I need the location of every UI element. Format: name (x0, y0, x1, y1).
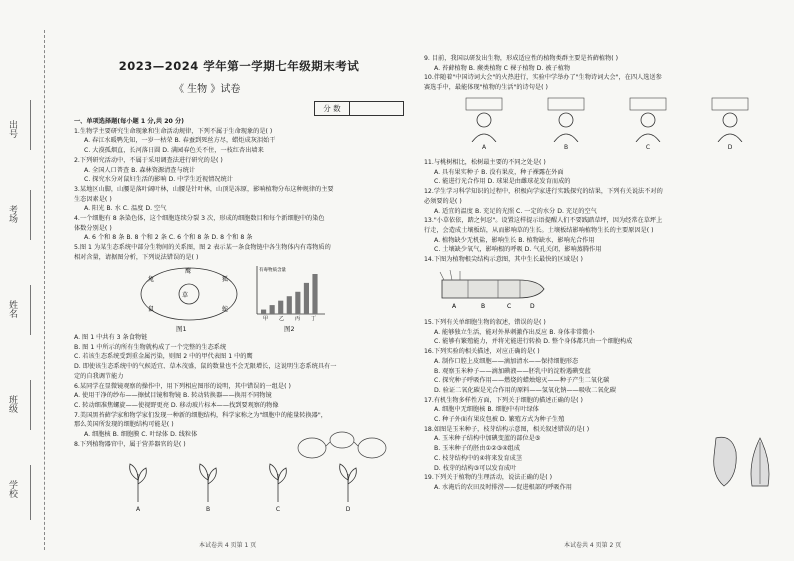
question-line: 15.下列有关单细胞生物的叙述，错误的是( ) (424, 319, 546, 326)
exam-title: 2023—2024 学年第一学期七年级期末考试 (118, 59, 360, 73)
question-line: A. 适宜的温度 B. 充足的光照 C. 一定的水分 D. 充足的空气 (434, 207, 597, 215)
fig2-caption: 图2 (284, 325, 295, 333)
question-line: 生态因素是( ) (74, 195, 112, 203)
question-line: 一、单项选择题(每小题 1 分,共 20 分) (74, 118, 184, 125)
question-line: C. 能进行光合作用 D. 球果是由雌球花发育而成的 (434, 178, 571, 186)
school-blank (30, 465, 31, 520)
question-line: C. 大漠孤烟直，长河落日圆 D. 满园春色关不住，一枝红杏出墙来 (84, 147, 264, 155)
fw-node-mouse: 鼠 (148, 306, 155, 313)
question-line: A. 细胞中无细胞核 B. 细胞中有叶绿体 (434, 406, 539, 414)
score-label: 分 数 (315, 102, 350, 115)
q10-contestant (464, 96, 504, 151)
question-line: 18.如图是玉米种子，枝芽结构示意图，相关叙述错误的是( ) (424, 425, 590, 433)
q7-cell-3 (358, 438, 386, 458)
q10-option-label: D (727, 144, 733, 151)
score-box (314, 101, 404, 116)
root-tip-figure (438, 266, 548, 312)
question-line: B. 观察玉米种子——滴加碘液——胚乳中的淀粉遇碘变蓝 (434, 367, 591, 375)
fw-node-fox: 狐 (222, 276, 229, 283)
question-line: B. 图 1 中所示的所有生物就构成了一个完整的生态系统 (74, 343, 227, 351)
seat-blank (30, 100, 31, 150)
question-line: A. 春江水暖鸭先知，一岁一枯荣 B. 春蚕到死丝方尽，蜡炬成灰泪始干 (84, 137, 276, 145)
root-label-a: A (452, 303, 457, 310)
question-line: D. 验证二氧化碳是光合作用的原料——氢氧化钠——吸收二氧化碳 (434, 386, 616, 394)
question-line: C. 转动细准焦螺旋——使视野更亮 D. 移动玻片标本——找到要观察的物像 (74, 401, 279, 409)
question-line: 17.有机生物多样性方面，下列关于细胞的描述正确的是( ) (424, 396, 583, 404)
question-line: C. 枝芽结构中的④将来发育成茎 (434, 454, 523, 462)
question-line: 那么美国所发现的细胞结构可能是( ) (74, 421, 174, 429)
q8-option-label: C (275, 506, 281, 513)
fig2-bar-label-4: 丁 (311, 316, 317, 322)
plant-organ-icon (264, 460, 292, 504)
question-line: 5.图 1 为某生态系统中部分生物间的关系图，图 2 表示某一条食物链中各生物体内有毒物质的 (74, 244, 331, 252)
question-line: 9. 目前，我国以研发出生物，形成适应性的植物类群主要是苔藓植物( ) (424, 55, 619, 62)
question-line: A. 具有果实种子 B. 没有果皮，种子裸露在外面 (434, 168, 564, 176)
root-label-c: C (507, 303, 512, 310)
question-line: 14.下图为植物根尖结构示意图，其中生长最快的区域是( ) (424, 256, 583, 264)
q8-option-label: A (135, 506, 141, 513)
questions-9-10 (424, 54, 786, 93)
question-line: A. 能够独立生活，能对外界刺激作出反应 B. 身体非常微小 (434, 328, 595, 336)
question-line: 3.某地区山脚，山腰是落叶阔叶林，山腰是针叶林，山顶是冻原，影响植物分布这种规律的主要 (74, 185, 334, 193)
question-line: A. 苔藓植物 B. 蕨类植物 C 裸子植物 D. 被子植物 (434, 64, 571, 72)
q10-option-label: A (481, 144, 487, 151)
q10-contestant (546, 96, 586, 151)
question-line: 16.下列实验的相关描述，对应正确的是( ) (424, 348, 540, 356)
fw-node-snake: 蛇 (222, 306, 229, 313)
question-line: A. 植物缺少无机盐，影响生长 B. 植物缺水，影响光合作用 (434, 236, 595, 244)
fold-line (44, 30, 45, 550)
question-line: A. 全国人口普查 B. 森林资源清查与统计 (84, 166, 196, 174)
q8-option-figure (124, 460, 152, 513)
fig2-bar-label-2: 乙 (279, 316, 285, 322)
fw-node-eagle: 鹰 (185, 268, 192, 275)
plant-organ-icon (194, 460, 222, 504)
question-line: 12.学生学习科学知识的过程中，积极向学家进行实践探究的结果，下列有关说法不对的 (424, 188, 663, 196)
question-line: 1.生物学主要研究生命现象和生命活动规律，下列不属于生命现象的是( ) (74, 127, 273, 135)
questions-1-5 (74, 117, 404, 263)
class-blank (30, 380, 31, 430)
fig2-bar (278, 301, 283, 314)
fig2-bar-label-1: 甲 (263, 316, 269, 322)
fig2-bar (261, 310, 266, 314)
q7-cell-1 (298, 438, 326, 458)
fig2-bar (270, 305, 275, 314)
q8-option-figure (194, 460, 222, 513)
question-line: C. 若该生态系统受到重金属污染，则图 2 中的甲代表图 1 中的鹰 (74, 353, 253, 361)
question-line: B. 玉米种子的胚由①②③④组成 (434, 445, 521, 453)
plant-organ-icon (124, 460, 152, 504)
q10-contestant (628, 96, 668, 151)
question-line: 必须要的是( ) (424, 197, 462, 205)
questions-11-14 (424, 158, 786, 265)
question-line: C. 土壤缺少氧气，影响根的呼吸 D. 气孔关闭，影响蒸腾作用 (434, 246, 602, 254)
room-blank (30, 190, 31, 240)
question-line: C. 能够有繁殖能力，并将光能进行转换 D. 整个身体都只由一个细胞构成 (434, 338, 633, 346)
fig1-caption: 图1 (176, 325, 187, 333)
question-line: 行走，会造成土壤板结，从而影响草的生长。土壤板结影响植物生长的主要原因是( ) (424, 226, 654, 234)
question-line: A. 细胞核 B. 细胞膜 C. 叶绿体 D. 线粒体 (84, 431, 198, 439)
question-line: A. 使用干净的纱布——擦拭目镜和物镜 B. 转动转换器——换用不同物镜 (74, 392, 272, 400)
contestant-icon (628, 96, 668, 142)
question-line: C. 种子外面有果皮包被 D. 繁殖方式为种子生殖 (434, 416, 565, 424)
exam-subject: 《 生物 》试卷 (174, 84, 241, 95)
fig2-bar-label-3: 丙 (295, 316, 301, 322)
question-line: C. 探究水分对鼠妇生活的影响 D. 中学生近视情况统计 (84, 176, 233, 184)
fw-node-rabbit: 兔 (148, 276, 155, 283)
q10-contestant (710, 96, 750, 151)
question-line: A. 水淹后的农田及时排涝——促进根部的呼吸作用 (434, 483, 572, 491)
q8-option-label: B (205, 506, 211, 513)
question-line: 定的自我调节能力 (74, 372, 124, 380)
seat-label: 出号 (7, 120, 17, 138)
q10-option-label: B (563, 144, 569, 151)
corn-seed (714, 437, 737, 486)
root-label-d: D (530, 303, 535, 310)
question-line: D. 即使该生态系统中的气候适宜、草木茂盛，鼠的数量也不会无限增长，这说明生态系统具有一 (74, 363, 337, 371)
question-line: A. 玉米种子结构中加碘变蓝的部位是⑤ (434, 435, 541, 443)
name-label: 姓名 (7, 300, 17, 318)
footer-left: 本试卷共 4 页第 1 页 (199, 542, 257, 549)
question-line: 7.美国黑苔藓学家和物学家们发现一种新的细胞结构，科学家称之为"细胞中的能量转换器"， (74, 411, 327, 419)
right-page (424, 0, 786, 561)
footer-right: 本试卷共 4 页第 2 页 (564, 542, 622, 549)
name-blank (30, 285, 31, 335)
fig2-axis-label: 有毒物质含量 (259, 268, 286, 273)
question-line: 11.与桃树相比，松树最主要的不同之处是( ) (424, 159, 546, 166)
question-line: 10.伴随着"中国诗词大会"的火热进行，实验中学举办了"生物诗词大会"，在四人选送参 (424, 74, 662, 82)
root-outline (442, 280, 544, 298)
contestant-icon (710, 96, 750, 142)
left-page (74, 0, 404, 561)
q7-cell-2 (330, 432, 354, 448)
school-label: 学校 (7, 480, 17, 498)
fig2-bar (287, 296, 292, 314)
question-line: 6.某同学在显微镜观察的操作中，用下列相应图形的说明，其中错误的一组是( ) (74, 382, 291, 390)
toxin-bar-figure (249, 262, 329, 322)
food-web-figure (134, 263, 244, 325)
q10-option-label: C (645, 144, 651, 151)
question-line: 体数分别是( ) (74, 224, 112, 232)
fig2-bar (304, 283, 309, 314)
question-line: D. 枝芽的结构③可以发育成叶 (434, 464, 517, 472)
fig2-bar (312, 274, 317, 314)
question-line: A. 制作口腔上皮细胞——滴加清水——保持细胞形态 (434, 357, 579, 365)
root-hairs (440, 270, 460, 280)
question-line: 4.一个细胞有 8 条染色体，这个细胞连续分裂 3 次，形成的细胞数目和每个新细胞中的染色 (74, 215, 325, 223)
question-line: 19.下列关于植物的生理活动，说法正确的是( ) (424, 474, 553, 482)
question-line: A. 阳光 B. 水 C. 温度 D. 空气 (84, 205, 167, 213)
fig2-bars (261, 274, 318, 314)
fig2-bar (295, 292, 300, 314)
contestant-icon (464, 96, 504, 142)
room-label: 考场 (7, 205, 17, 223)
question-line: A. 6 个和 8 条 B. 8 个和 2 条 C. 6 个和 8 条 D. 8 个和 8 条 (84, 234, 253, 242)
question-line: 13."小草依依，踏之何忍"。设置这样提示语提醒人们不要践踏草坪，因为经常在草坪上 (424, 217, 663, 225)
question-line: 相对含量，请据图分析，下列说法错误的是( ) (74, 253, 199, 261)
fw-node-grass: 草 (182, 292, 189, 299)
question-line: 2.下列研究活动中，不属于采用调查法进行研究的是( ) (74, 156, 223, 164)
q8-option-figure (334, 460, 362, 513)
contestant-icon (546, 96, 586, 142)
class-label: 班级 (7, 395, 17, 413)
binding-strip (0, 0, 70, 561)
root-label-b: B (481, 303, 486, 310)
q8-option-figure (264, 460, 292, 513)
question-line: 8.下列植物器官中，属于营养器官的是( ) (74, 440, 186, 448)
question-line: A. 图 1 中共有 3 条食物链 (74, 334, 148, 341)
q8-option-label: D (345, 506, 351, 513)
question-line: 赛选手中，最能体现"植物的生活"的诗句是( ) (424, 84, 548, 92)
seed-bud-figure (708, 432, 780, 492)
plant-organ-icon (334, 460, 362, 504)
question-line: C. 探究种子呼吸作用——燃烧的蜡烛熄灭——种子产生二氧化碳 (434, 377, 610, 385)
